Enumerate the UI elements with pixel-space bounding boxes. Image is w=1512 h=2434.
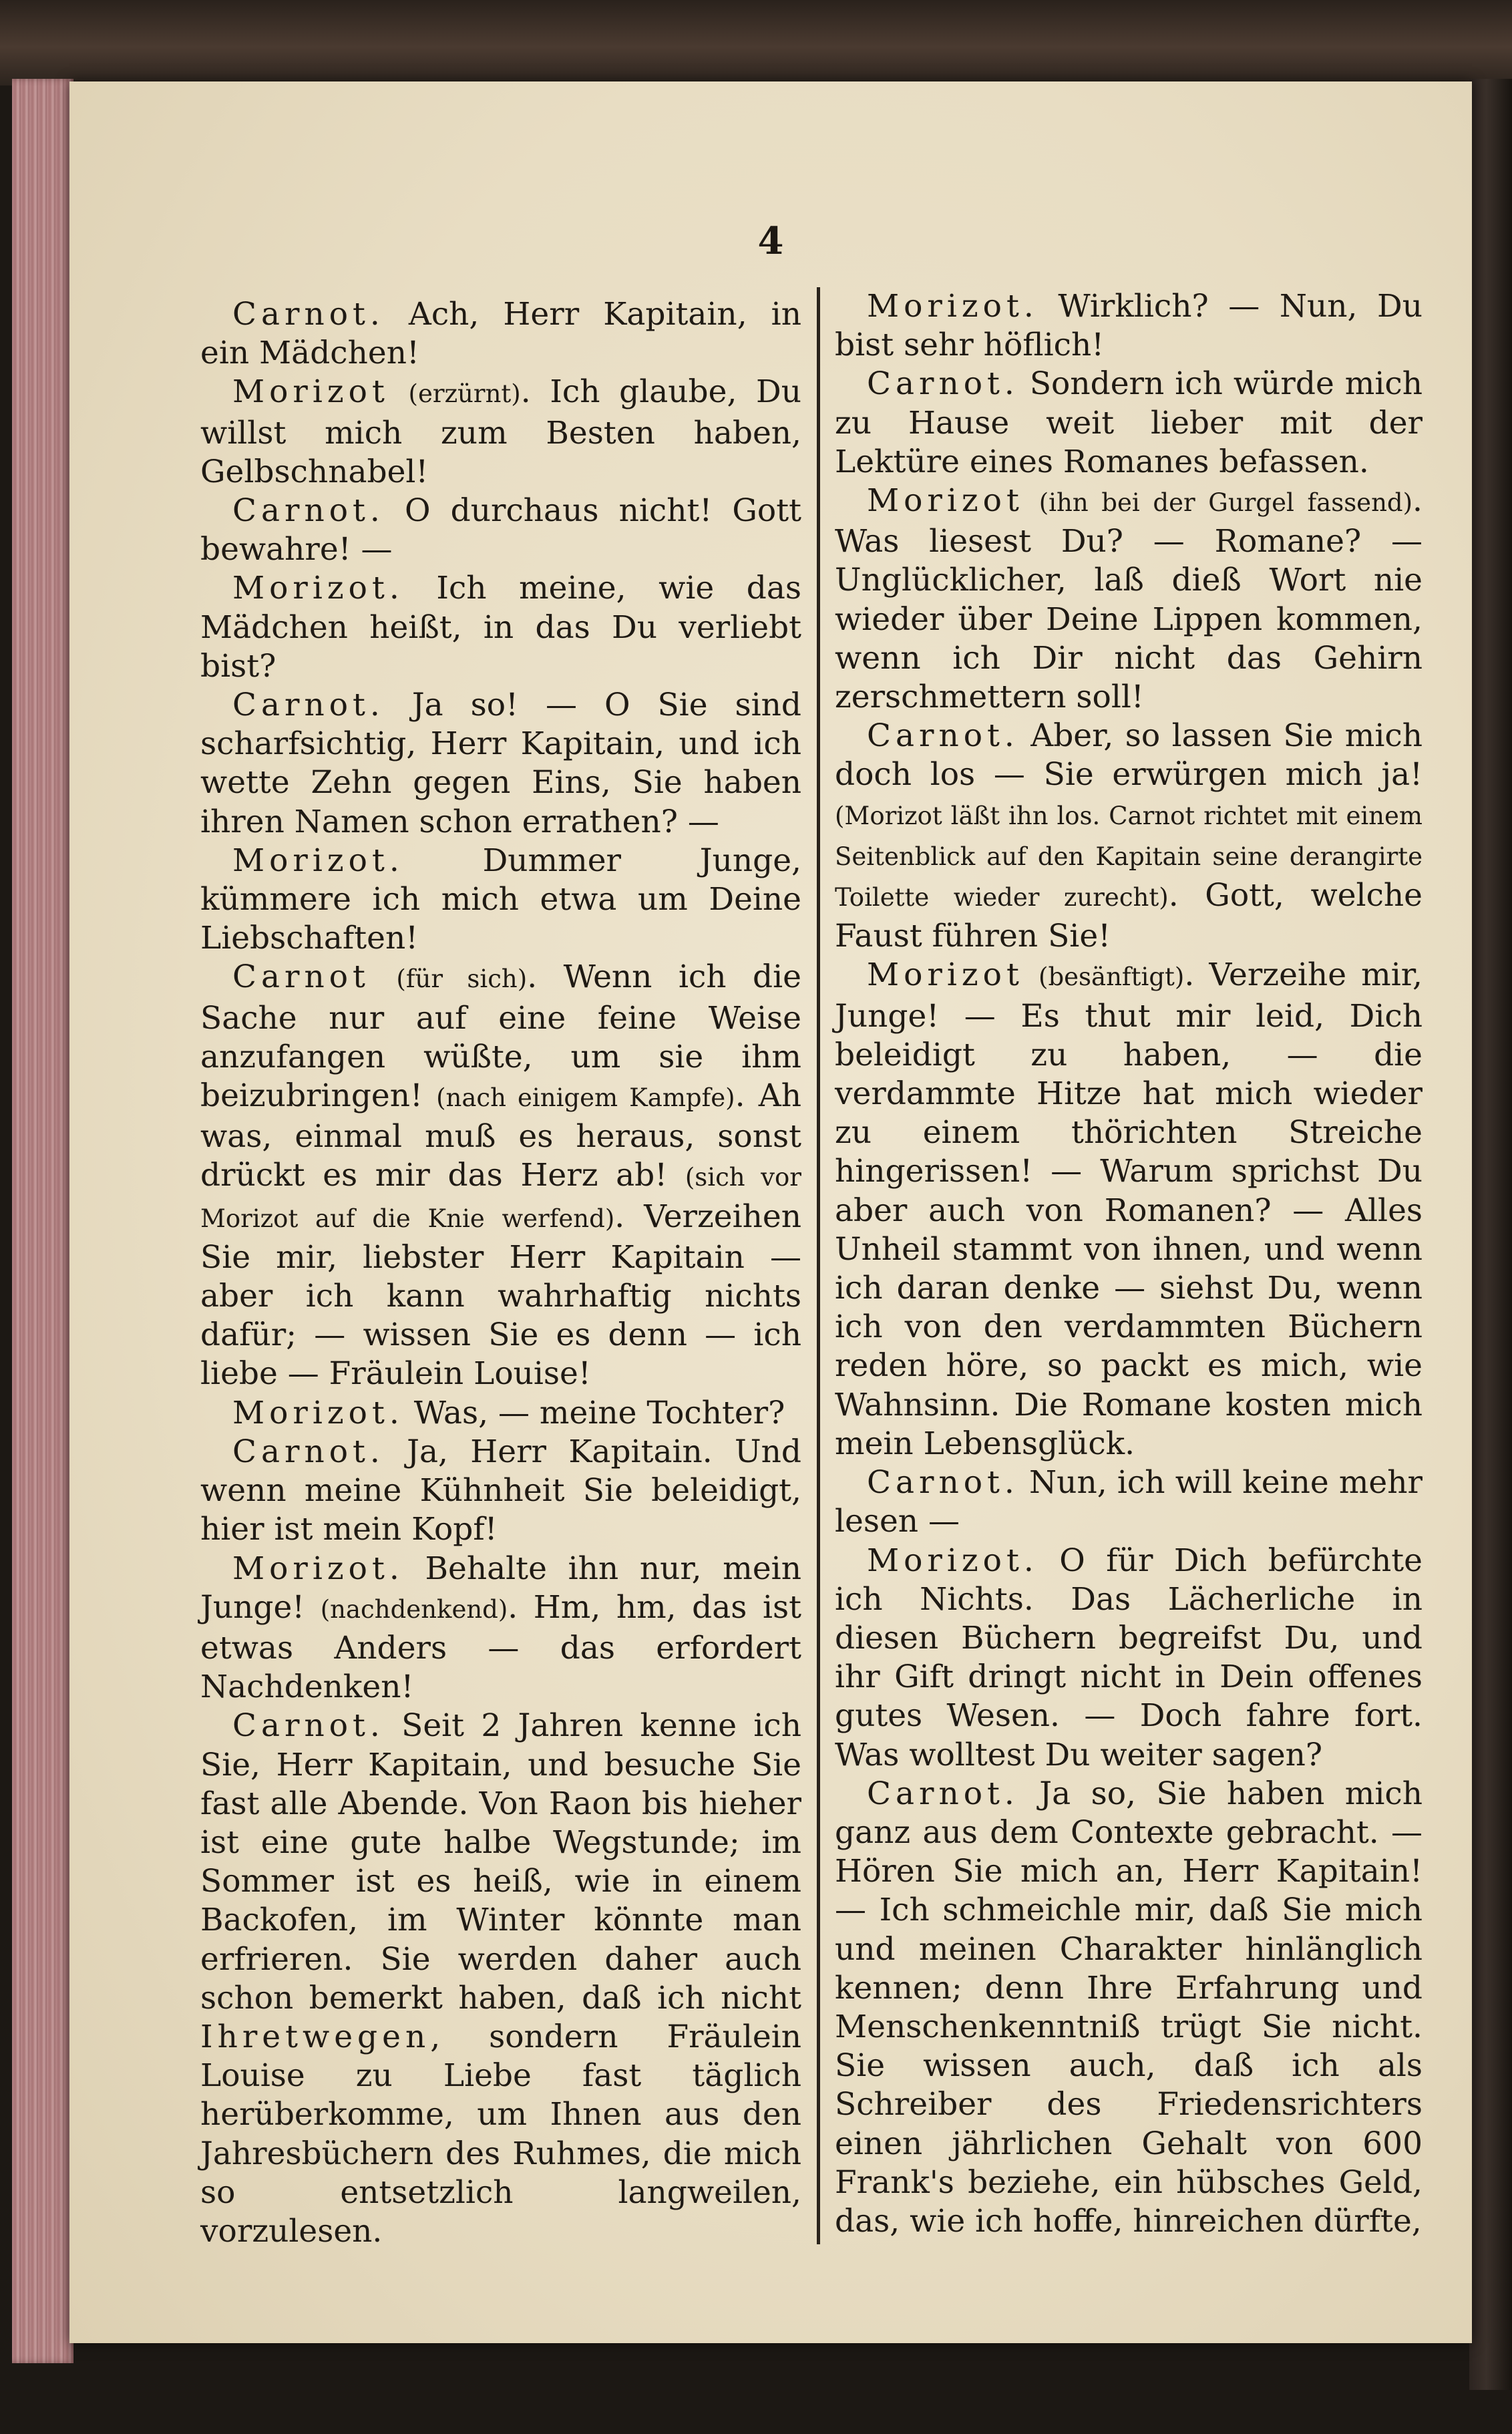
book-page [69, 81, 1472, 2343]
dialogue-text: Ja so! — O Sie sind scharfsichtig, Herr Kapitain, und ich wette Zehn gegen Eins, Sie haben ihren Namen schon errathen? — [200, 687, 801, 840]
dialogue-text [1024, 482, 1039, 519]
dialogue-text: Was, — meine Tochter? [403, 1394, 785, 1431]
paragraph [200, 1394, 801, 1433]
column-divider [817, 287, 820, 2244]
dialogue-text: , sondern Fräulein Louise zu Liebe fast täglich herüberkomme, um Ihnen aus den Jahresbüchern des Ruhmes, die mich so entsetzlich langweilen, vorzulesen. [200, 2018, 801, 2250]
dialogue-text: . Was liesest Du? — Romane? — Unglücklicher, laß dieß Wort nie wieder über Deine Lippen kommen, wenn ich Dir nicht das Gehirn zerschmettern soll! [835, 482, 1423, 716]
dialogue-text: Aber, so lassen Sie mich doch los — Sie erwürgen mich ja! [835, 717, 1423, 794]
speaker-name: Morizot. [232, 1550, 404, 1587]
stage-direction: (besänftigt) [1038, 963, 1185, 992]
dialogue-text: Ja, Herr Kapitain. Und wenn meine Kühnheit Sie beleidigt, hier ist mein Kopf! [200, 1433, 801, 1548]
speaker-name: Carnot. [867, 365, 1019, 403]
left-column [200, 295, 801, 2251]
book-binding-top [0, 0, 1512, 85]
stage-direction: (sich vor Morizot auf die Knie werfend) [200, 1163, 801, 1233]
speaker-name: Carnot. [867, 717, 1019, 755]
paragraph [200, 842, 801, 959]
dialogue-text: Wirklich? — Nun, Du bist sehr höflich! [835, 288, 1423, 364]
dialogue-text: . Verzeihen Sie mir, liebster Herr Kapitain — aber ich kann wahrhaftig nichts dafür; — wissen Sie es denn — ich liebe — Fräulein Louise! [200, 1198, 801, 1393]
paragraph [200, 569, 801, 686]
speaker-name: Ihretwegen [200, 2018, 431, 2055]
dialogue-text: . Gott, welche Faust führen Sie! [835, 877, 1423, 955]
paragraph [835, 1775, 1423, 2241]
dialogue-text: Ja so, Sie haben mich ganz aus dem Contexte gebracht. — Hören Sie mich an, Herr Kapitain! — Ich schmeichle mir, daß Sie mich und meinen Charakter hinlänglich kennen; denn Ihre Erfahrung und Menschenkenntniß trügt Sie nicht. Sie wissen auch, daß ich als Schreiber des Friedensrichters einen jährlichen Gehalt von 600 Frank's beziehe, ein hübsches Geld, das, wie ich hoffe, hinreichen dürfte, [835, 1775, 1423, 2240]
paragraph [835, 287, 1423, 365]
dialogue-text: Nun, ich will keine mehr lesen — [835, 1464, 1423, 1540]
dialogue-text [370, 959, 397, 995]
speaker-name: Morizot [232, 373, 389, 411]
paragraph [200, 373, 801, 492]
dialogue-text: O durchaus nicht! Gott bewahre! — [200, 492, 801, 568]
speaker-name: Morizot. [232, 1394, 404, 1431]
speaker-name: Morizot. [232, 842, 404, 879]
stage-direction: (Morizot läßt ihn los. Carnot richtet mit einem Seitenblick auf den Kapitain seine derangirte Toilette wieder zurecht) [835, 801, 1423, 912]
stage-direction: (erzürnt) [408, 379, 521, 409]
dialogue-text: . Wenn ich die Sache nur auf eine feine Weise anzufangen wüßte, um sie ihm beizubringen! [200, 959, 801, 1115]
dialogue-text [1024, 957, 1038, 993]
stage-direction: (nachdenkend) [320, 1594, 508, 1624]
speaker-name: Carnot. [232, 687, 385, 724]
paragraph [835, 1463, 1423, 1541]
dialogue-text: Behalte ihn nur, mein Junge! [200, 1550, 801, 1626]
paragraph [200, 295, 801, 373]
speaker-name: Carnot. [232, 492, 385, 530]
dialogue-text: Ach, Herr Kapitain, in ein Mädchen! [200, 296, 801, 372]
speaker-name: Carnot. [232, 296, 385, 333]
speaker-name: Morizot [867, 482, 1024, 520]
dialogue-text: . Verzeihe mir, Junge! — Es thut mir leid, Dich beleidigt zu haben, — die verdammte Hitze hat mich wieder zu einem thörichten Streiche hingerissen! — Warum sprichst Du aber auch von Romanen? — Alles Unheil stammt von ihnen, und wenn ich daran denke — siehst Du, wenn ich von den verdammten Büchern reden höre, so packt es mich, wie Wahnsinn. Die Romane kosten mich mein Lebensglück. [835, 957, 1423, 1462]
dialogue-text: . Ich glaube, Du willst mich zum Besten haben, Gelbschnabel! [200, 373, 801, 490]
speaker-name: Carnot. [867, 1464, 1019, 1502]
paragraph [200, 1550, 801, 1707]
dialogue-text: . Ah was, einmal muß es heraus, sonst drückt es mir das Herz ab! [200, 1077, 801, 1194]
right-column [835, 287, 1423, 2241]
speaker-name: Morizot. [867, 288, 1038, 325]
paragraph [835, 717, 1423, 956]
speaker-name: Carnot. [867, 1775, 1019, 1812]
paragraph [200, 1707, 801, 2251]
speaker-name: Carnot. [232, 1707, 385, 1745]
speaker-name: Morizot. [232, 570, 404, 607]
paragraph [835, 956, 1423, 1463]
book-cover-edge [1469, 79, 1512, 2390]
speaker-name: Carnot [232, 959, 370, 996]
speaker-name: Morizot [867, 957, 1024, 994]
paragraph [200, 1433, 801, 1550]
speaker-name: Morizot. [867, 1542, 1038, 1579]
page-number: 4 [757, 219, 784, 263]
dialogue-text: Seit 2 Jahren kenne ich Sie, Herr Kapitain, und besuche Sie fast alle Abende. Von Raon bis hieher ist eine gute halbe Wegstunde; im Sommer ist es heiß, wie in einem Backofen, im Winter könnte man erfrieren. Sie werden daher auch schon bemerkt haben, daß ich nicht [200, 1707, 801, 2017]
dialogue-text: O für Dich befürchte ich Nichts. Das Lächerliche in diesen Büchern begreifst Du, und ihr Gift dringt nicht in Dein offenes gutes Wesen. — Doch fahre fort. Was wolltest Du weiter sagen? [835, 1542, 1423, 1773]
paragraph [200, 686, 801, 842]
paragraph [200, 492, 801, 569]
stage-direction: (nach einigem Kampfe) [436, 1083, 735, 1113]
paragraph [200, 958, 801, 1393]
dialogue-text: Dummer Junge, kümmere ich mich etwa um Deine Liebschaften! [200, 842, 801, 957]
stage-direction: (für sich) [396, 965, 528, 994]
dialogue-text: Sondern ich würde mich zu Hause weit lieber mit der Lektüre eines Romanes befassen. [835, 365, 1423, 480]
paragraph [835, 365, 1423, 482]
dialogue-text [389, 373, 409, 410]
page-edges [12, 79, 73, 2363]
paragraph [835, 1542, 1423, 1775]
dialogue-text: Ich meine, wie das Mädchen heißt, in das Du verliebt bist? [200, 570, 801, 685]
stage-direction: (ihn bei der Gurgel fassend) [1038, 488, 1413, 518]
paragraph [835, 482, 1423, 717]
dialogue-text: . Hm, hm, das ist etwas Anders — das erfordert Nachdenken! [200, 1588, 801, 1706]
speaker-name: Carnot. [232, 1433, 385, 1470]
